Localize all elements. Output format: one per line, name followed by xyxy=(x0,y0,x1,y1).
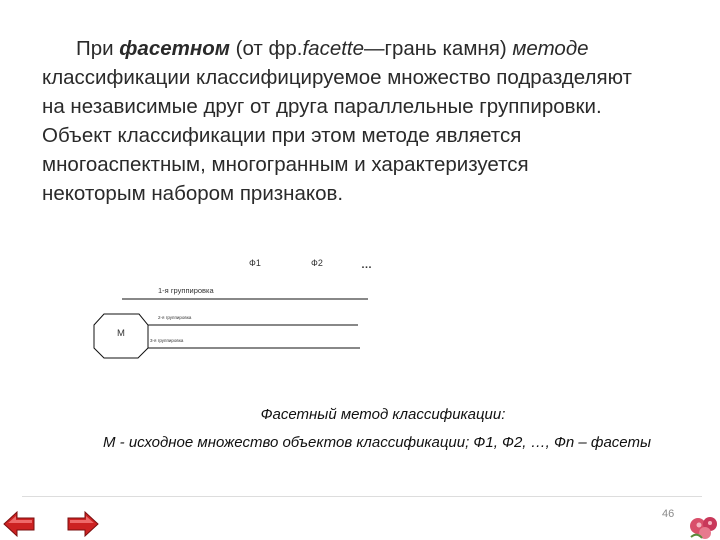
term-method: методе xyxy=(512,37,589,60)
term-facette: facette xyxy=(302,37,365,60)
term-facet: фасетном xyxy=(119,37,230,60)
page-number: 46 xyxy=(662,508,675,520)
next-slide-arrow-icon[interactable] xyxy=(66,510,100,538)
previous-slide-arrow-icon[interactable] xyxy=(2,510,36,538)
corner-flowers-icon xyxy=(688,512,720,540)
group-label-3: 3-я группировка xyxy=(150,338,184,343)
facet-ellipsis: … xyxy=(361,259,372,271)
caption-title: Фасетный метод классификации: xyxy=(260,406,506,423)
set-label: М xyxy=(117,328,125,339)
group-label-1: 1-я группировка xyxy=(158,286,214,295)
paragraph-line-5: многоаспектным, многогранным и характеризуется xyxy=(42,153,529,176)
paragraph-line-6: некоторым набором признаков. xyxy=(42,182,344,205)
facet-label-1: Ф1 xyxy=(249,258,261,268)
paragraph-line-2: классификации классифицируемое множество подразделяют xyxy=(42,66,632,89)
caption-description: М - исходное множество объектов классификации; Ф1, Ф2, …, Фn – фасеты xyxy=(103,434,651,451)
group-label-2: 2-я группировка xyxy=(158,315,192,320)
paragraph-line-1: При фасетном (от фр.facette—грань камня) методе xyxy=(76,37,589,60)
footer-divider xyxy=(22,496,702,497)
paragraph-line-3: на независимые друг от друга параллельные группировки. xyxy=(42,95,602,118)
facet-label-2: Ф2 xyxy=(311,258,323,268)
paragraph-line-4: Объект классификации при этом методе является xyxy=(42,124,522,147)
